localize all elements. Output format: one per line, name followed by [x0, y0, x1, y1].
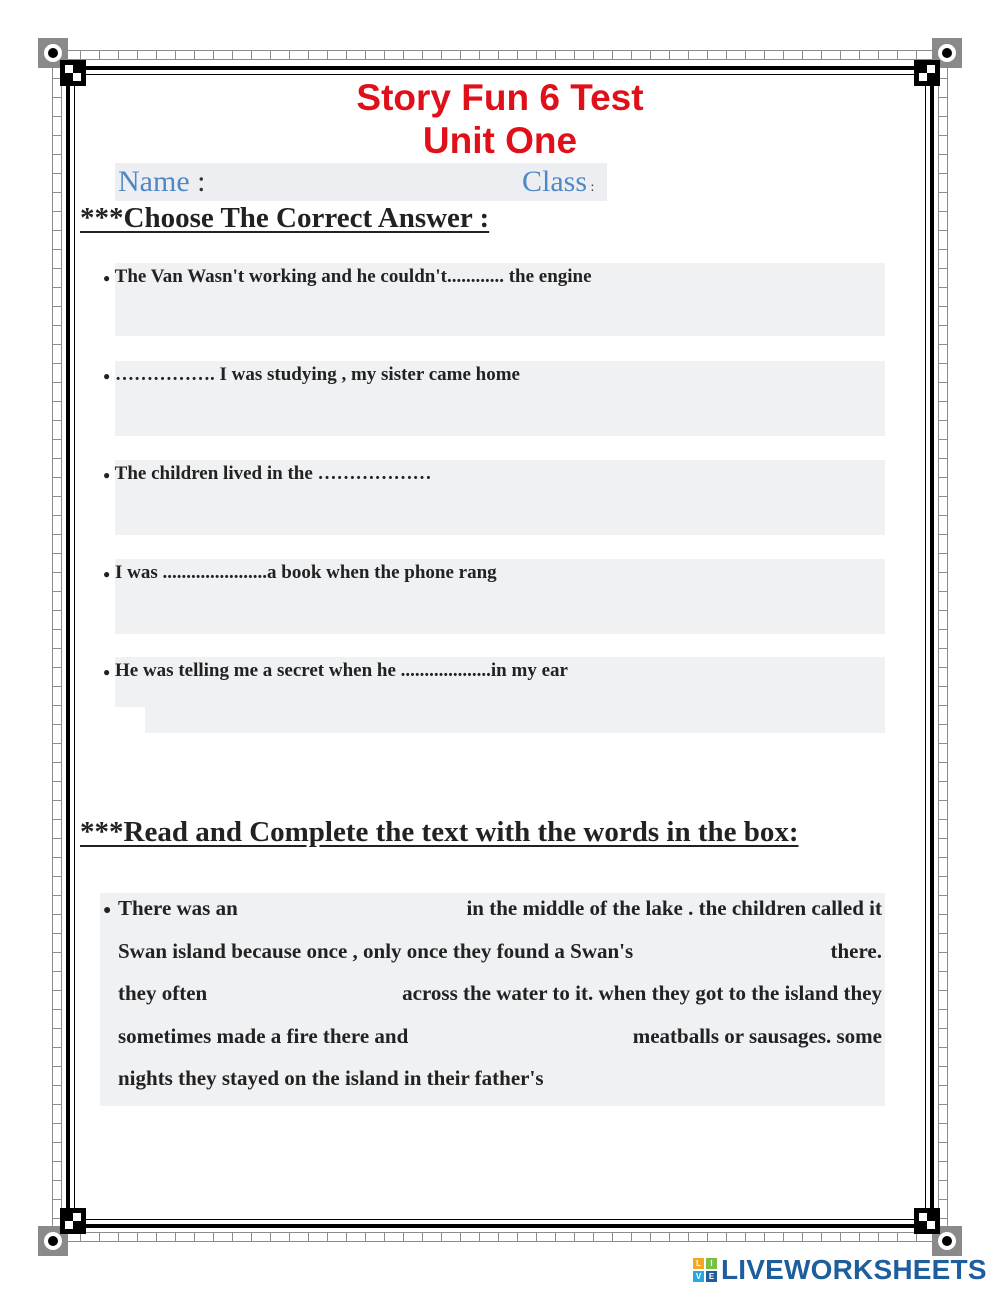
- passage-line-3: they often across the water to it. when they got to the island they: [118, 981, 882, 1005]
- border-tile-strip-top: [62, 50, 938, 60]
- passage-line-4: sometimes made a fire there and meatballs or sausages. some: [118, 1024, 882, 1048]
- liveworksheets-logo-text: LIVEWORKSHEETS: [721, 1254, 987, 1285]
- passage-line-2: Swan island because once , only once they found a Swan's there.: [118, 939, 882, 963]
- question-3: ● The children lived in the ………………: [103, 463, 432, 484]
- passage-line-1: There was an in the middle of the lake . the children called it: [118, 896, 882, 920]
- blank-1[interactable]: [302, 896, 402, 921]
- question-4: ● I was ......................a book when the phone rang: [103, 562, 497, 583]
- border-tile-strip-left: [52, 60, 62, 1232]
- question-5: ● He was telling me a secret when he ...................in my ear: [103, 660, 568, 681]
- blank-2[interactable]: [687, 939, 777, 964]
- corner-ornament-bottom-right: [912, 1206, 962, 1256]
- worksheet-subtitle: Unit One: [422, 120, 578, 161]
- passage-bullet: ●: [103, 903, 112, 918]
- section-heading-read-complete: ***Read and Complete the text with the words in the box:: [80, 816, 799, 848]
- question-2: ● ……………. I was studying , my sister came home: [103, 364, 520, 385]
- passage-line-5: nights they stayed on the island in their father's: [118, 1066, 544, 1090]
- border-tile-strip-bottom: [62, 1232, 938, 1242]
- class-label: Class :: [522, 165, 595, 198]
- blank-3[interactable]: [262, 981, 347, 1006]
- blank-4[interactable]: [463, 1024, 578, 1049]
- corner-ornament-bottom-left: [38, 1206, 88, 1256]
- question-1: ● The Van Wasn't working and he couldn't............ the engine: [103, 266, 592, 287]
- border-tile-strip-right: [938, 60, 948, 1232]
- liveworksheets-logo[interactable]: [693, 1255, 987, 1285]
- name-label: Name :: [118, 165, 206, 198]
- section-heading-choose: ***Choose The Correct Answer :: [80, 202, 490, 234]
- liveworksheets-logo-icon: L I V E: [693, 1258, 717, 1282]
- worksheet-title: Story Fun 6 Test: [356, 77, 644, 118]
- answer-box-5-extension[interactable]: [145, 700, 885, 733]
